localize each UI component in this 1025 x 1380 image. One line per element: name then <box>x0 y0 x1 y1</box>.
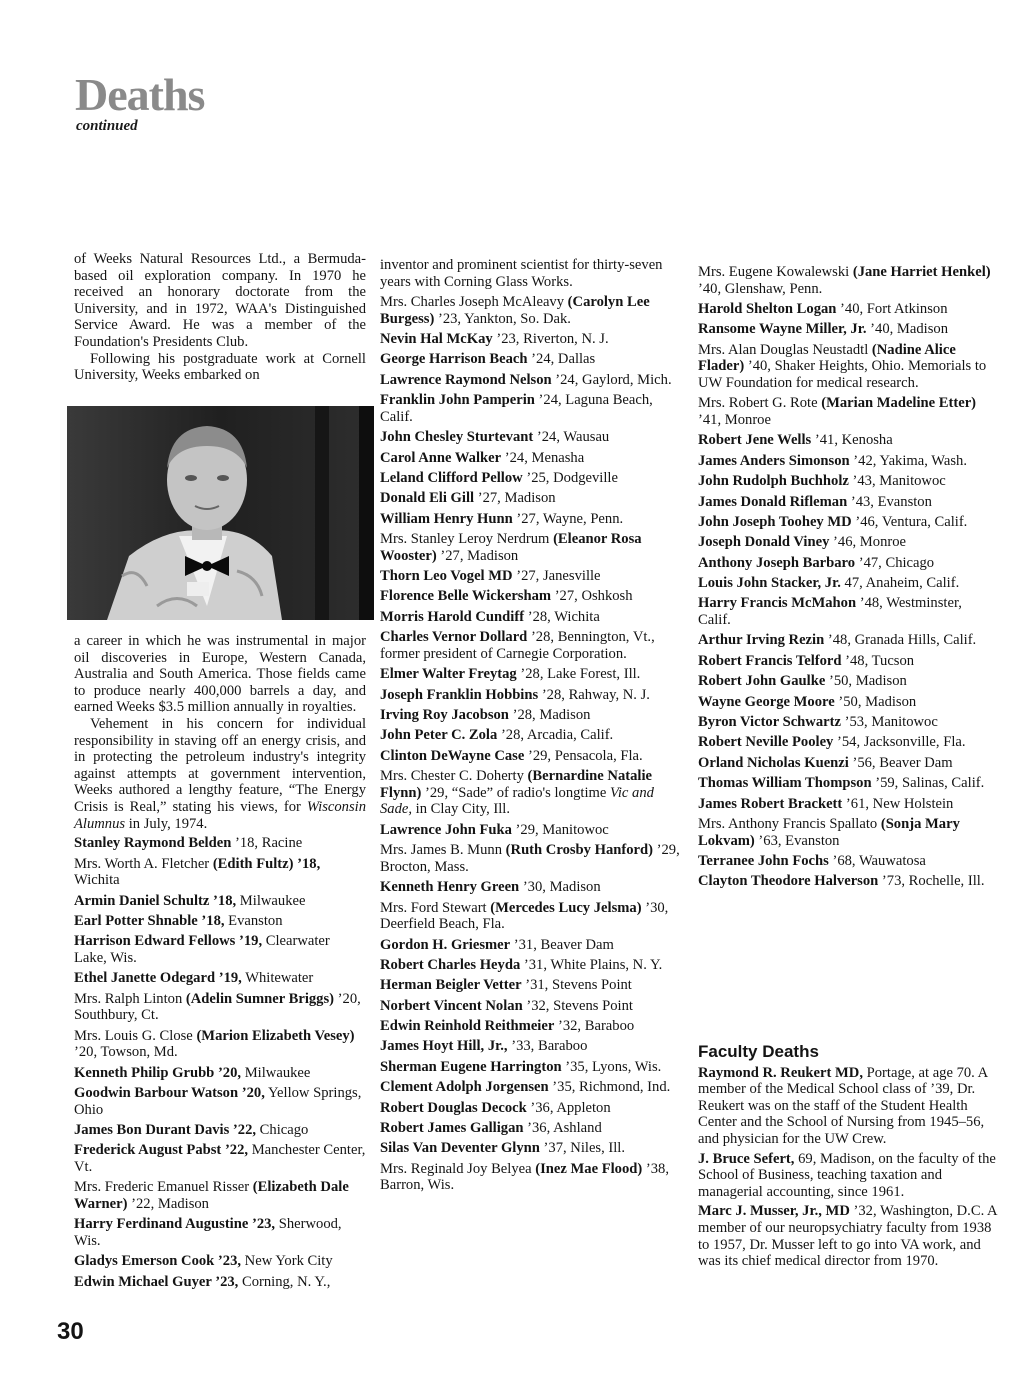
death-entry <box>698 1203 998 1269</box>
death-entry <box>698 264 998 297</box>
death-entry <box>74 1216 366 1249</box>
entry-detail: ’28, Bennington, Vt., former president of Carnegie Corporation. <box>380 629 655 662</box>
death-entry <box>698 775 998 792</box>
entry-detail: 69, Madison, on the faculty of the School of Business, teaching taxation and managerial accounting, since 1961. <box>698 1150 996 1200</box>
death-entry <box>380 531 680 564</box>
death-entry <box>74 991 366 1024</box>
column-1-top <box>74 251 366 384</box>
death-entry <box>380 900 680 933</box>
death-entry <box>380 511 680 528</box>
entry-detail: ’29, Pensacola, Fla. <box>524 747 643 764</box>
death-entry <box>698 853 998 870</box>
entry-detail: Mrs. Alan Douglas Neustadtl <box>698 341 872 358</box>
entry-detail: ’31, Beaver Dam <box>510 936 614 953</box>
entry-detail: ’43, Manitowoc <box>848 473 946 490</box>
death-entry <box>380 707 680 724</box>
death-entry <box>74 1065 366 1082</box>
death-entry <box>380 998 680 1015</box>
death-entry <box>380 879 680 896</box>
entry-detail: ’47, Chicago <box>855 554 935 571</box>
entry-detail: ’18, Racine <box>231 835 303 852</box>
paragraph-text: in July, 1974. <box>125 815 208 832</box>
death-entry <box>380 957 680 974</box>
entry-name: (Carolyn Lee Burgess) <box>380 293 650 327</box>
entry-name: Robert Douglas Decock <box>380 1099 527 1116</box>
entry-detail: ’32, Stevens Point <box>522 997 633 1014</box>
entry-name: Gordon H. Griesmer <box>380 936 511 953</box>
death-entry <box>380 748 680 765</box>
faculty-deaths-section <box>698 1044 998 1273</box>
entry-detail: ’42, Yakima, Wash. <box>849 452 967 469</box>
entry-name: Silas Van Deventer Glynn <box>380 1140 540 1157</box>
entry-detail: ’40, Shaker Heights, Ohio. Memorials to UW Foundation for medical research. <box>698 358 987 391</box>
entry-name: (Edith Fultz) ’18, <box>212 855 321 872</box>
death-entry <box>380 1059 680 1076</box>
entry-detail: ’32, Baraboo <box>554 1018 635 1035</box>
death-entry <box>698 575 998 592</box>
entry-detail: ’27, Madison <box>436 547 519 564</box>
entry-name: Robert Jene Wells <box>698 432 812 449</box>
entry-detail: ’40, Madison <box>866 321 948 338</box>
death-entry <box>698 473 998 490</box>
entry-detail: ’28, Arcadia, Calif. <box>497 727 614 744</box>
entry-name: Robert James Galligan <box>380 1120 524 1137</box>
entry-detail: ’27, Wayne, Penn. <box>512 510 624 527</box>
entry-detail: Mrs. Frederic Emanuel Risser <box>74 1179 253 1196</box>
entry-detail: ’36, Appleton <box>526 1099 611 1116</box>
death-entry <box>74 1142 366 1175</box>
obituary-paragraph <box>74 716 366 832</box>
death-entry <box>380 588 680 605</box>
entry-name: Wayne George Moore <box>698 693 835 710</box>
entry-name: Anthony Joseph Barbaro <box>698 554 856 571</box>
entry-detail: ’28, Madison <box>508 707 591 723</box>
death-entry <box>74 913 366 930</box>
entry-detail: ’20, Towson, Md. <box>74 1044 178 1061</box>
death-entry <box>380 351 680 368</box>
death-entry <box>380 1161 680 1194</box>
entry-detail: Evanston <box>224 912 283 929</box>
entry-name: Robert John Gaulke <box>698 673 826 690</box>
entry-name: (Adelin Sumner Briggs) <box>185 990 335 1007</box>
entry-name: John Peter C. Zola <box>380 727 498 744</box>
entry-name: (Elizabeth Dale Warner) <box>74 1179 349 1212</box>
death-entry <box>74 1028 366 1061</box>
entry-detail: Mrs. Louis G. Close <box>74 1027 197 1044</box>
entry-detail: ’48, Tucson <box>841 652 915 669</box>
death-entry <box>698 632 998 649</box>
entry-detail: ’53, Manitowoc <box>840 714 938 730</box>
entry-detail: in Clay City, Ill. <box>412 801 510 818</box>
paragraph-text: Vehement in his concern for individual responsibility in staving off an energy crisis, and in protecting the petroleum industry's integrity against attempts at government intervention, Weeks authored a lengthy feature, “The Energy Crisis is Real,” stating his views, for <box>74 715 366 815</box>
death-entry <box>380 294 680 327</box>
death-entry <box>380 977 680 994</box>
death-entry <box>698 395 998 428</box>
entry-name: Marc J. Musser, Jr., MD <box>698 1203 850 1220</box>
death-entry <box>698 714 998 731</box>
entry-name: Thomas William Thompson <box>698 775 872 792</box>
entry-detail: Manchester Center, Vt. <box>74 1142 366 1175</box>
entry-name: Lawrence Raymond Nelson <box>380 371 552 388</box>
entry-name: Gladys Emerson Cook ’23, <box>74 1253 242 1270</box>
entry-name: Charles Vernor Dollard <box>380 629 528 646</box>
entry-detail: Mrs. Stanley Leroy Nerdrum <box>380 531 554 548</box>
entry-detail: Mrs. Ford Stewart <box>380 899 491 916</box>
death-entry <box>74 1179 366 1212</box>
page-title: Deaths <box>75 69 205 120</box>
entry-name: James Hoyt Hill, Jr., <box>380 1038 508 1055</box>
death-entry <box>380 1140 680 1157</box>
entry-detail: ’23, Riverton, N. J. <box>492 330 609 347</box>
entry-detail: ’31, Stevens Point <box>521 977 632 994</box>
death-entry <box>74 893 366 910</box>
entry-name: Ethel Janette Odegard ’19, <box>74 970 242 987</box>
entry-name: Goodwin Barbour Watson ’20, <box>74 1085 265 1102</box>
entry-name: Edwin Michael Guyer ’23, <box>74 1273 239 1290</box>
entry-name: Louis John Stacker, Jr. <box>698 575 841 592</box>
entry-detail: ’43, Evanston <box>847 493 932 510</box>
obituary-paragraph: Following his postgraduate work at Cornell University, Weeks embarked on <box>74 350 366 384</box>
death-entry <box>698 694 998 711</box>
column-1-bottom <box>74 633 366 1294</box>
entry-detail: Wichita <box>74 872 120 889</box>
entry-name: (Sonja Mary Lokvam) <box>698 815 960 849</box>
entry-name: Kenneth Henry Green <box>380 879 520 896</box>
death-entry <box>74 1085 366 1118</box>
page-subtitle: continued <box>76 118 138 134</box>
entry-name: Terranee John Fochs <box>698 852 829 869</box>
death-entry <box>380 822 680 839</box>
entry-detail: ’38, Barron, Wis. <box>380 1160 670 1194</box>
obituary-continuation: inventor and prominent scientist for thirty-seven years with Corning Glass Works. <box>380 257 663 290</box>
entry-detail: ’24, Laguna Beach, Calif. <box>380 392 653 425</box>
death-entry <box>698 653 998 670</box>
entry-name: Donald Eli Gill <box>380 490 475 507</box>
entry-detail: ’31, White Plains, N. Y. <box>520 956 663 973</box>
magazine-title: Wisconsin Alumnus <box>74 798 366 832</box>
death-entry <box>698 555 998 572</box>
entry-name: (Marion Elizabeth Vesey) <box>196 1027 355 1044</box>
death-entry <box>380 629 680 662</box>
death-entry <box>380 331 680 348</box>
entry-detail: Yellow Springs, Ohio <box>74 1085 362 1118</box>
entry-name: Nevin Hal McKay <box>380 330 493 347</box>
entry-name: Herman Beigler Vetter <box>380 977 522 994</box>
death-entry <box>74 835 366 852</box>
entry-detail: ’24, Gaylord, Mich. <box>551 371 672 388</box>
entry-detail: Chicago <box>256 1122 309 1138</box>
death-entry <box>698 432 998 449</box>
entry-name: James Donald Rifleman <box>698 493 848 510</box>
entry-name: Franklin John Pamperin <box>380 392 535 409</box>
death-entry <box>74 1274 366 1291</box>
entry-detail: ’30, Deerfield Beach, Fla. <box>380 899 669 933</box>
entry-detail: ’40, Glenshaw, Penn. <box>698 280 823 297</box>
entry-detail: ’50, Madison <box>825 673 907 690</box>
entry-name: James Anders Simonson <box>698 452 850 469</box>
entry-detail: Mrs. Reginald Joy Belyea <box>380 1160 536 1177</box>
entry-detail: Milwaukee <box>236 892 306 909</box>
death-entry <box>380 937 680 954</box>
entry-name: William Henry Hunn <box>380 510 513 527</box>
death-entry <box>380 568 680 585</box>
death-entry <box>698 796 998 813</box>
entry-detail: ’41, Monroe <box>698 411 771 428</box>
entry-detail: ’27, Oshkosh <box>551 588 633 605</box>
entry-detail: ’24, Menasha <box>501 449 585 466</box>
entry-name: Morris Harold Cundiff <box>380 608 525 625</box>
death-entry <box>698 755 998 772</box>
entry-detail: New York City <box>241 1253 333 1270</box>
entry-detail: ’63, Evanston <box>754 832 840 849</box>
entry-detail: Mrs. Robert G. Rote <box>698 395 822 412</box>
column-3 <box>698 264 998 1270</box>
entry-detail: ’28, Wichita <box>524 608 600 625</box>
entry-name: (Inez Mae Flood) <box>535 1160 643 1177</box>
entry-detail: ’27, Madison <box>474 490 556 507</box>
obituary-paragraph: of Weeks Natural Resources Ltd., a Bermuda-based oil exploration company. In 1970 he received an honorary doctorate from the University, and in 1972, WAA's Distinguished Service Award. He was a member of the Foundation's Presidents Club. <box>74 251 366 350</box>
entry-detail: Portage, at age 70. A member of the Medical School class of ’39, Dr. Reukert was on the staff of the Student Health Center and the School of Nursing from 1945–56, and physician for the UW Crew. <box>698 1064 988 1147</box>
entry-detail: ’29, Manitowoc <box>511 821 609 838</box>
entry-detail: ’46, Ventura, Calif. <box>851 513 968 530</box>
entry-detail: Mrs. Chester C. Doherty <box>380 768 528 785</box>
entry-detail: ’37, Niles, Ill. <box>539 1140 626 1157</box>
death-entry <box>380 450 680 467</box>
entry-name: (Marian Madeline Etter) <box>821 395 977 412</box>
entry-detail: ’30, Madison <box>519 879 601 896</box>
entry-detail: ’32, Washington, D.C. A member of our neuropsychiatry faculty from 1938 to 1957, Dr. Musser left to go into VA work, and was its chief medical director from 1970. <box>698 1203 997 1270</box>
entry-detail: Mrs. Anthony Francis Spallato <box>698 815 881 832</box>
entry-name: Thorn Leo Vogel MD <box>380 568 513 585</box>
entry-detail: Clearwater Lake, Wis. <box>74 933 330 966</box>
entry-detail: Milwaukee <box>241 1064 311 1081</box>
death-entry <box>380 768 680 818</box>
death-entry <box>698 534 998 551</box>
death-entry <box>380 470 680 487</box>
entry-detail: ’27, Janesville <box>512 568 601 585</box>
entry-detail: Mrs. Eugene Kowalewski <box>698 264 853 280</box>
entry-name: Robert Charles Heyda <box>380 956 521 973</box>
entry-detail: ’41, Kenosha <box>811 432 893 449</box>
death-entry <box>698 514 998 531</box>
entry-name: Sherman Eugene Harrington <box>380 1058 562 1075</box>
entry-detail: ’28, Rahway, N. J. <box>538 686 650 703</box>
entry-name: Harry Ferdinand Augustine ’23, <box>74 1216 276 1233</box>
entry-name: Robert Francis Telford <box>698 652 842 669</box>
death-entry <box>698 595 998 628</box>
death-list <box>380 294 680 1194</box>
entry-detail: ’59, Salinas, Calif. <box>871 775 985 792</box>
death-entry <box>698 1065 998 1148</box>
entry-name: Robert Neville Pooley <box>698 734 834 751</box>
entry-name: Frederick August Pabst ’22, <box>74 1142 249 1159</box>
death-entry <box>380 429 680 446</box>
entry-detail: Mrs. Charles Joseph McAleavy <box>380 293 568 310</box>
entry-name: Edwin Reinhold Reithmeier <box>380 1018 555 1035</box>
entry-detail: ’50, Madison <box>834 693 917 710</box>
death-entry <box>74 856 366 889</box>
entry-name: George Harrison Beach <box>380 351 528 368</box>
entry-name: Raymond R. Reukert MD, <box>698 1064 863 1081</box>
entry-name: Joseph Donald Viney <box>698 534 830 551</box>
entry-detail: ’20, Southbury, Ct. <box>74 990 361 1024</box>
entry-detail: Corning, N. Y., <box>238 1273 331 1290</box>
death-entry <box>698 342 998 392</box>
entry-detail: ’61, New Holstein <box>842 795 954 812</box>
death-entry <box>380 687 680 704</box>
entry-name: Kenneth Philip Grubb ’20, <box>74 1064 242 1081</box>
entry-name: John Joseph Toohey MD <box>698 513 852 530</box>
death-entry <box>380 372 680 389</box>
page-number: 30 <box>57 1318 84 1345</box>
entry-name: Irving Roy Jacobson <box>380 707 509 723</box>
column-2 <box>380 257 680 1198</box>
entry-detail: ’73, Rochelle, Ill. <box>878 873 985 890</box>
entry-detail: ’40, Fort Atkinson <box>836 300 948 317</box>
faculty-list <box>698 1065 998 1270</box>
death-entry <box>380 842 680 875</box>
entry-name: Harold Shelton Logan <box>698 300 837 317</box>
faculty-deaths-title: Faculty Deaths <box>698 1042 819 1061</box>
entry-name: Orland Nicholas Kuenzi <box>698 754 849 771</box>
entry-name: Lawrence John Fuka <box>380 821 512 838</box>
entry-detail: Mrs. Ralph Linton <box>74 990 186 1007</box>
entry-name: Clinton DeWayne Case <box>380 747 525 764</box>
entry-name: Arthur Irving Rezin <box>698 632 825 649</box>
entry-detail: ’33, Baraboo <box>507 1038 588 1055</box>
entry-detail: Whitewater <box>241 970 314 987</box>
entry-name: Earl Potter Shnable ’18, <box>74 912 225 929</box>
death-list <box>74 835 366 1290</box>
entry-detail: ’24, Wausau <box>533 429 610 446</box>
entry-name: Stanley Raymond Belden <box>74 835 232 852</box>
entry-detail: ’68, Wauwatosa <box>828 852 926 869</box>
death-entry <box>698 321 998 338</box>
entry-detail: Mrs. James B. Munn <box>380 842 506 859</box>
death-entry <box>74 970 366 987</box>
death-entry <box>380 666 680 683</box>
entry-detail: ’56, Beaver Dam <box>848 754 953 771</box>
entry-detail: ’25, Dodgeville <box>522 469 618 486</box>
death-entry <box>74 1122 366 1139</box>
death-entry <box>380 727 680 744</box>
death-entry <box>380 392 680 425</box>
entry-detail: ’24, Dallas <box>527 351 596 368</box>
entry-name: J. Bruce Sefert, <box>698 1150 795 1167</box>
entry-name: Norbert Vincent Nolan <box>380 997 523 1014</box>
entry-detail: ’23, Yankton, So. Dak. <box>434 310 571 327</box>
entry-detail: Vic and Sade, <box>380 784 654 818</box>
entry-detail: ’46, Monroe <box>829 534 906 551</box>
entry-name: Leland Clifford Pellow <box>380 469 523 486</box>
entry-detail: ’36, Ashland <box>523 1120 602 1137</box>
entry-detail: Sherwood, Wis. <box>74 1216 342 1249</box>
entry-name: (Mercedes Lucy Jelsma) <box>490 899 642 916</box>
entry-detail: ’48, Westminster, Calif. <box>698 595 962 629</box>
death-entry <box>698 816 998 849</box>
entry-name: Elmer Walter Freytag <box>380 666 517 683</box>
entry-name: Florence Belle Wickersham <box>380 588 552 605</box>
death-entry <box>698 494 998 511</box>
entry-detail: 47, Anaheim, Calif. <box>840 575 960 592</box>
death-entry <box>380 1038 680 1055</box>
entry-name: (Bernardine Natalie Flynn) <box>380 768 652 801</box>
entry-name: Armin Daniel Schultz ’18, <box>74 892 237 909</box>
entry-name: John Chesley Sturtevant <box>380 429 534 446</box>
entry-detail: ’48, Granada Hills, Calif. <box>824 632 977 649</box>
entry-name: John Rudolph Buchholz <box>698 473 849 490</box>
death-entry <box>380 1079 680 1096</box>
entry-detail: ’22, Madison <box>127 1195 209 1212</box>
death-list <box>698 264 998 890</box>
death-entry <box>698 453 998 470</box>
entry-name: James Robert Brackett <box>698 795 843 812</box>
death-entry <box>380 490 680 507</box>
entry-name: (Ruth Crosby Hanford) <box>505 842 653 859</box>
entry-name: (Jane Harriet Henkel) <box>852 264 991 280</box>
portrait-photo <box>67 406 374 620</box>
death-entry <box>74 933 366 966</box>
entry-detail: ’28, Lake Forest, Ill. <box>516 666 641 683</box>
death-entry <box>698 673 998 690</box>
entry-detail: ’29, Brocton, Mass. <box>380 842 680 875</box>
entry-name: Harry Francis McMahon <box>698 595 857 612</box>
death-entry <box>698 1151 998 1201</box>
entry-name: Clayton Theodore Halverson <box>698 873 879 890</box>
death-entry <box>380 1018 680 1035</box>
entry-name: Carol Anne Walker <box>380 449 502 466</box>
death-entry <box>380 1120 680 1137</box>
death-entry <box>698 873 998 890</box>
death-entry <box>380 609 680 626</box>
entry-name: (Nadine Alice Flader) <box>698 341 956 375</box>
entry-name: Ransome Wayne Miller, Jr. <box>698 321 867 338</box>
entry-name: James Bon Durant Davis ’22, <box>74 1122 257 1138</box>
death-entry <box>380 1100 680 1117</box>
entry-detail: Mrs. Worth A. Fletcher <box>74 855 213 872</box>
obituary-paragraph: a career in which he was instrumental in major oil discoveries in Europe, Western Canada, Australia and South America. Those fields came to produce nearly 400,000 barrels a day, and earned Weeks $3.5 million annually in royalties. <box>74 633 366 716</box>
entry-detail: ’35, Lyons, Wis. <box>561 1058 662 1075</box>
portrait-photo-drawing <box>67 406 374 620</box>
death-entry <box>74 1253 366 1270</box>
entry-name: Byron Victor Schwartz <box>698 714 841 730</box>
death-entry <box>698 301 998 318</box>
entry-detail: ’54, Jacksonville, Fla. <box>833 734 966 751</box>
death-entry <box>698 734 998 751</box>
entry-name: (Eleanor Rosa Wooster) <box>380 531 642 564</box>
entry-name: Clement Adolph Jorgensen <box>380 1079 549 1096</box>
entry-name: Joseph Franklin Hobbins <box>380 686 539 703</box>
entry-name: Harrison Edward Fellows ’19, <box>74 933 263 950</box>
entry-detail: ’35, Richmond, Ind. <box>548 1079 671 1096</box>
entry-detail: ’29, “Sade” of radio's longtime <box>421 784 611 801</box>
